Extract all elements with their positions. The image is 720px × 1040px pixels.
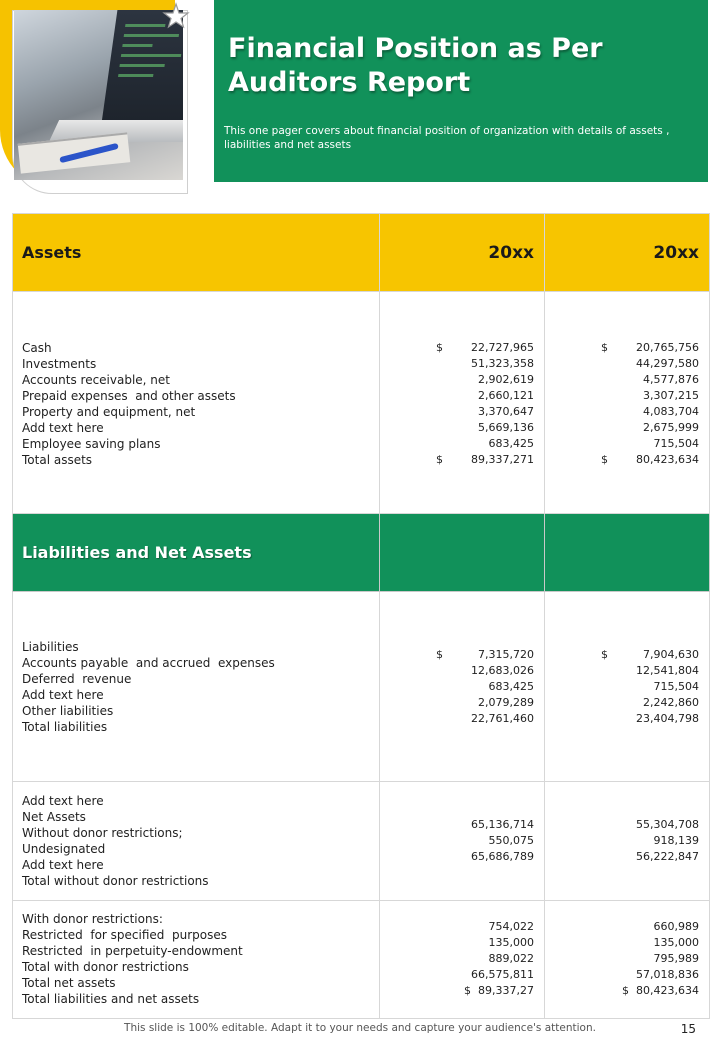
value-cell: 135,000 xyxy=(653,936,699,949)
value-cell: $ 89,337,27 xyxy=(464,984,534,997)
line-item-label: Property and equipment, net xyxy=(22,405,196,419)
value-cell: 889,022 xyxy=(488,952,534,965)
amount: 3,307,215 xyxy=(643,389,699,402)
value-cell xyxy=(380,452,534,468)
value-cell xyxy=(380,420,534,436)
amount: 683,425 xyxy=(488,680,534,693)
currency-symbol xyxy=(380,679,436,695)
currency-symbol xyxy=(380,404,436,420)
amount: 7,315,720 xyxy=(478,648,534,661)
amount: 22,761,460 xyxy=(471,712,534,725)
value-cell xyxy=(380,372,534,388)
currency-symbol xyxy=(545,372,601,388)
star-icon xyxy=(162,2,190,30)
amount: 22,727,965 xyxy=(471,341,534,354)
currency-symbol: $ xyxy=(436,341,443,354)
amount: 2,675,999 xyxy=(643,421,699,434)
line-item-label: Without donor restrictions; xyxy=(22,826,183,840)
currency-symbol xyxy=(380,663,436,679)
amount: 4,577,876 xyxy=(643,373,699,386)
currency-symbol xyxy=(380,436,436,452)
amount: 44,297,580 xyxy=(636,357,699,370)
line-item-label: Deferred revenue xyxy=(22,672,132,686)
amount: 12,683,026 xyxy=(471,664,534,677)
assets-values-col2 xyxy=(545,340,709,468)
line-item-label: Cash xyxy=(22,341,52,355)
laptop-photo xyxy=(14,10,183,180)
amount: 2,660,121 xyxy=(478,389,534,402)
currency-symbol: $ xyxy=(601,648,608,661)
line-item-label: Liabilities xyxy=(22,640,79,654)
currency-symbol xyxy=(545,404,601,420)
line-item-label: Total liabilities and net assets xyxy=(22,992,200,1006)
value-cell: 754,022 xyxy=(488,920,534,933)
page-subtitle: This one pager covers about financial position of organization with details of assets , liabilities and net assets xyxy=(224,125,670,151)
net-assets-values-col2 xyxy=(545,817,709,865)
value-cell xyxy=(545,452,699,468)
value-cell xyxy=(545,679,699,695)
line-item-label: Other liabilities xyxy=(22,704,114,718)
value-cell: 65,686,789 xyxy=(471,850,534,863)
year-column-1-header: 20xx xyxy=(488,242,534,263)
line-item-label: Undesignated xyxy=(22,842,106,856)
line-item-label: Accounts receivable, net xyxy=(22,373,170,387)
assets-header-label: Assets xyxy=(22,243,82,262)
assets-header-row xyxy=(13,214,710,292)
liabilities-values-col2 xyxy=(545,647,709,727)
value-cell xyxy=(545,388,699,404)
line-item-label: Total liabilities xyxy=(22,720,108,734)
amount: 715,504 xyxy=(653,680,699,693)
page-title: Financial Position as Per Auditors Report xyxy=(228,33,603,98)
line-item-label: Add text here xyxy=(22,794,104,808)
value-cell: 56,222,847 xyxy=(636,850,699,863)
liabilities-header-label: Liabilities and Net Assets xyxy=(22,543,252,562)
amount: 4,083,704 xyxy=(643,405,699,418)
amount: 23,404,798 xyxy=(636,712,699,725)
value-cell xyxy=(545,420,699,436)
financial-table xyxy=(12,213,710,1019)
donor-values-col2 xyxy=(545,919,709,999)
value-cell xyxy=(380,340,534,356)
value-cell: 65,136,714 xyxy=(471,818,534,831)
value-cell xyxy=(545,647,699,663)
value-cell xyxy=(545,340,699,356)
line-item-label: Prepaid expenses and other assets xyxy=(22,389,236,403)
liabilities-values-col1 xyxy=(380,647,544,727)
line-item-label: Total without donor restrictions xyxy=(22,874,209,888)
line-item-label: Accounts payable and accrued expenses xyxy=(22,656,275,670)
value-cell xyxy=(380,356,534,372)
value-cell xyxy=(545,404,699,420)
currency-symbol xyxy=(545,436,601,452)
currency-symbol xyxy=(545,711,601,727)
line-item-label: Add text here xyxy=(22,858,104,872)
value-cell: 660,989 xyxy=(653,920,699,933)
amount: 20,765,756 xyxy=(636,341,699,354)
value-cell xyxy=(545,711,699,727)
value-cell xyxy=(545,436,699,452)
currency-symbol: $ xyxy=(601,341,608,354)
assets-values-col1 xyxy=(380,340,544,468)
value-cell xyxy=(545,695,699,711)
donor-labels xyxy=(13,911,379,1007)
line-item-label: Restricted in perpetuity-endowment xyxy=(22,944,243,958)
donor-values-col1 xyxy=(380,919,544,999)
currency-symbol xyxy=(545,356,601,372)
value-cell: 795,989 xyxy=(653,952,699,965)
footer-note: This slide is 100% editable. Adapt it to your needs and capture your audience's attention. xyxy=(124,1022,596,1034)
currency-symbol xyxy=(380,356,436,372)
value-cell xyxy=(380,663,534,679)
amount: 89,337,271 xyxy=(471,453,534,466)
value-cell xyxy=(380,436,534,452)
donor-body-row xyxy=(13,901,710,1019)
line-item-label: Restricted for specified purposes xyxy=(22,928,228,942)
value-cell: 135,000 xyxy=(488,936,534,949)
net-assets-values-col1 xyxy=(380,817,544,865)
currency-symbol xyxy=(380,420,436,436)
value-cell: $ 80,423,634 xyxy=(622,984,699,997)
line-item-label: Add text here xyxy=(22,688,104,702)
currency-symbol xyxy=(545,663,601,679)
amount: 2,242,860 xyxy=(643,696,699,709)
currency-symbol: $ xyxy=(436,648,443,661)
currency-symbol xyxy=(545,420,601,436)
liabilities-labels xyxy=(13,639,379,735)
line-item-label: Total net assets xyxy=(22,976,116,990)
value-cell xyxy=(380,711,534,727)
value-cell xyxy=(380,388,534,404)
amount: 12,541,804 xyxy=(636,664,699,677)
currency-symbol xyxy=(380,372,436,388)
value-cell: 57,018,836 xyxy=(636,968,699,981)
page-number: 15 xyxy=(680,1022,696,1036)
amount: 3,370,647 xyxy=(478,405,534,418)
assets-labels xyxy=(13,340,379,468)
value-cell: 550,075 xyxy=(488,834,534,847)
assets-body-row xyxy=(13,292,710,514)
value-cell: 66,575,811 xyxy=(471,968,534,981)
value-cell xyxy=(380,404,534,420)
amount: 51,323,358 xyxy=(471,357,534,370)
line-item-label: Investments xyxy=(22,357,97,371)
line-item-label: With donor restrictions: xyxy=(22,912,163,926)
line-item-label: Employee saving plans xyxy=(22,437,161,451)
currency-symbol xyxy=(545,388,601,404)
line-item-label: Total with donor restrictions xyxy=(22,960,189,974)
amount: 80,423,634 xyxy=(636,453,699,466)
title-panel xyxy=(214,0,708,182)
value-cell xyxy=(545,356,699,372)
amount: 2,079,289 xyxy=(478,696,534,709)
amount: 5,669,136 xyxy=(478,421,534,434)
amount: 683,425 xyxy=(488,437,534,450)
liabilities-header-row xyxy=(13,514,710,592)
value-cell xyxy=(545,372,699,388)
value-cell xyxy=(380,695,534,711)
amount: 715,504 xyxy=(653,437,699,450)
currency-symbol xyxy=(380,695,436,711)
line-item-label: Total assets xyxy=(22,453,93,467)
currency-symbol xyxy=(545,695,601,711)
value-cell: 918,139 xyxy=(653,834,699,847)
currency-symbol xyxy=(380,711,436,727)
currency-symbol xyxy=(380,388,436,404)
currency-symbol: $ xyxy=(601,453,608,466)
currency-symbol: $ xyxy=(436,453,443,466)
value-cell xyxy=(380,647,534,663)
liabilities-body-row xyxy=(13,592,710,782)
value-cell xyxy=(380,679,534,695)
value-cell: 55,304,708 xyxy=(636,818,699,831)
currency-symbol xyxy=(545,679,601,695)
line-item-label: Add text here xyxy=(22,421,104,435)
line-item-label: Net Assets xyxy=(22,810,86,824)
net-assets-labels xyxy=(13,793,379,889)
net-assets-body-row xyxy=(13,782,710,901)
amount: 2,902,619 xyxy=(478,373,534,386)
amount: 7,904,630 xyxy=(643,648,699,661)
year-column-2-header: 20xx xyxy=(653,242,699,263)
value-cell xyxy=(545,663,699,679)
